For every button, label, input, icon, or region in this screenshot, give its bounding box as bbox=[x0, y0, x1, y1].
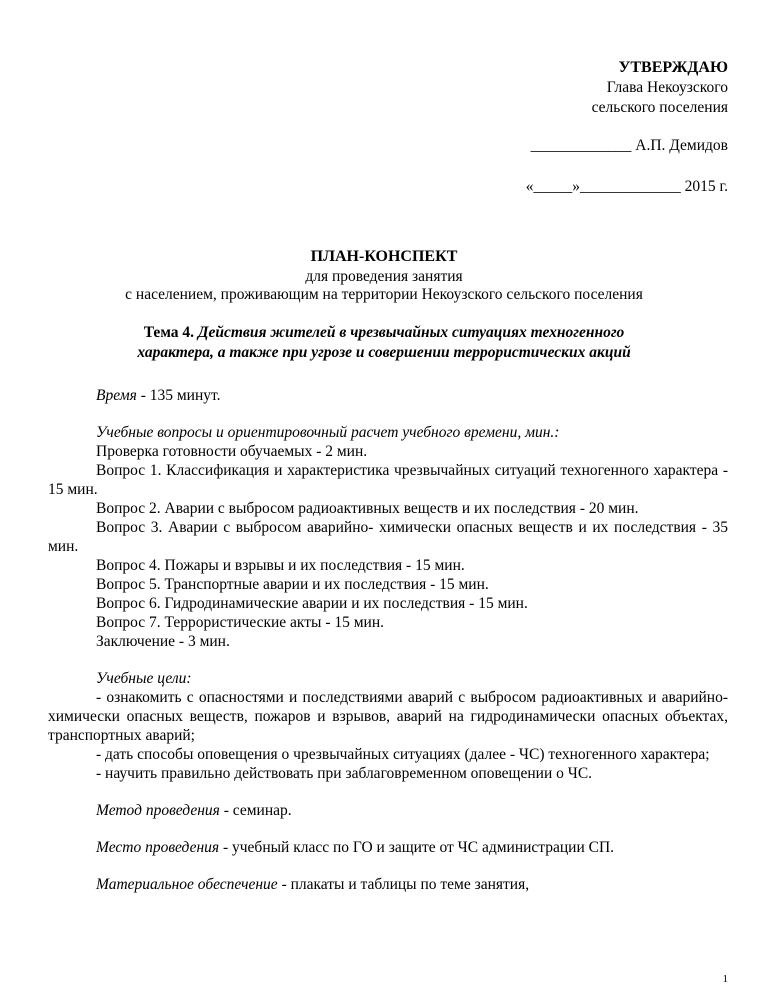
page-number: 1 bbox=[722, 973, 728, 985]
document-title: ПЛАН-КОНСПЕКТ bbox=[310, 248, 458, 265]
time-value: - 135 минут. bbox=[136, 387, 221, 404]
topic-line-1: Действия жителей в чрезвычайных ситуациях техногенного bbox=[197, 324, 625, 341]
goals-heading: Учебные цели: bbox=[96, 670, 192, 687]
goals-section bbox=[48, 669, 728, 783]
list-item: - ознакомить с опасностями и последствиями аварий с выбросом радиоактивных и аварийно- химически опасных веществ, пожаров и взрывов, аварий на гидродинамически опасных объектах, транспортных аварий; bbox=[48, 689, 728, 744]
approval-date: «_____»_____________ 2015 г. bbox=[525, 178, 728, 195]
document-subtitle-2: с населением, проживающим на территории Некоузского сельского поселения bbox=[125, 286, 643, 303]
list-item: Проверка готовности обучаемых - 2 мин. bbox=[96, 443, 368, 460]
approval-line-1: Глава Некоузского bbox=[606, 79, 728, 96]
list-item: Вопрос 5. Транспортные аварии и их последствия - 15 мин. bbox=[96, 576, 489, 593]
material-paragraph bbox=[48, 875, 728, 894]
list-item: Вопрос 4. Пожары и взрывы и их последствия - 15 мин. bbox=[96, 557, 465, 574]
place-value: - учебный класс по ГО и защите от ЧС администрации СП. bbox=[219, 839, 615, 856]
place-paragraph bbox=[48, 838, 728, 857]
list-item: Вопрос 6. Гидродинамические аварии и их последствия - 15 мин. bbox=[96, 595, 528, 612]
method-value: - семинар. bbox=[219, 802, 292, 819]
title-block bbox=[60, 247, 708, 303]
topic-block bbox=[60, 323, 708, 363]
approval-line-2: сельского поселения bbox=[591, 99, 728, 116]
document-body bbox=[48, 386, 728, 894]
approval-heading: УТВЕРЖДАЮ bbox=[618, 59, 728, 76]
questions-section bbox=[48, 423, 728, 651]
method-label: Метод проведения bbox=[96, 802, 220, 819]
material-value: - плакаты и таблицы по теме занятия, bbox=[277, 876, 530, 893]
topic-label: Тема 4. bbox=[143, 324, 195, 341]
topic-line-2: характера, а также при угрозе и совершении террористических акций bbox=[137, 344, 631, 361]
approval-block bbox=[592, 58, 728, 118]
material-label: Материальное обеспечение bbox=[96, 876, 278, 893]
list-item: - научить правильно действовать при заблаговременном оповещении о ЧС. bbox=[96, 765, 593, 782]
time-paragraph bbox=[48, 386, 728, 405]
place-label: Место проведения bbox=[96, 839, 220, 856]
approval-signature: _____________ А.П. Демидов bbox=[530, 137, 728, 154]
list-item: Вопрос 2. Аварии с выбросом радиоактивных веществ и их последствия - 20 мин. bbox=[96, 500, 639, 517]
document-subtitle-1: для проведения занятия bbox=[305, 268, 463, 285]
list-item: - дать способы оповещения о чрезвычайных ситуациях (далее - ЧС) техногенного характера; bbox=[96, 746, 710, 763]
list-item: Заключение - 3 мин. bbox=[96, 633, 230, 650]
list-item: Вопрос 7. Террористические акты - 15 мин. bbox=[96, 614, 384, 631]
questions-heading: Учебные вопросы и ориентировочный расчет учебного времени, мин.: bbox=[96, 424, 560, 441]
method-paragraph bbox=[48, 801, 728, 820]
list-item: Вопрос 1. Классификация и характеристика чрезвычайных ситуаций техногенного характера - 15 мин. bbox=[48, 462, 728, 498]
time-label: Время bbox=[96, 387, 137, 404]
list-item: Вопрос 3. Аварии с выбросом аварийно- химически опасных веществ и их последствия - 35 мин. bbox=[48, 519, 728, 555]
